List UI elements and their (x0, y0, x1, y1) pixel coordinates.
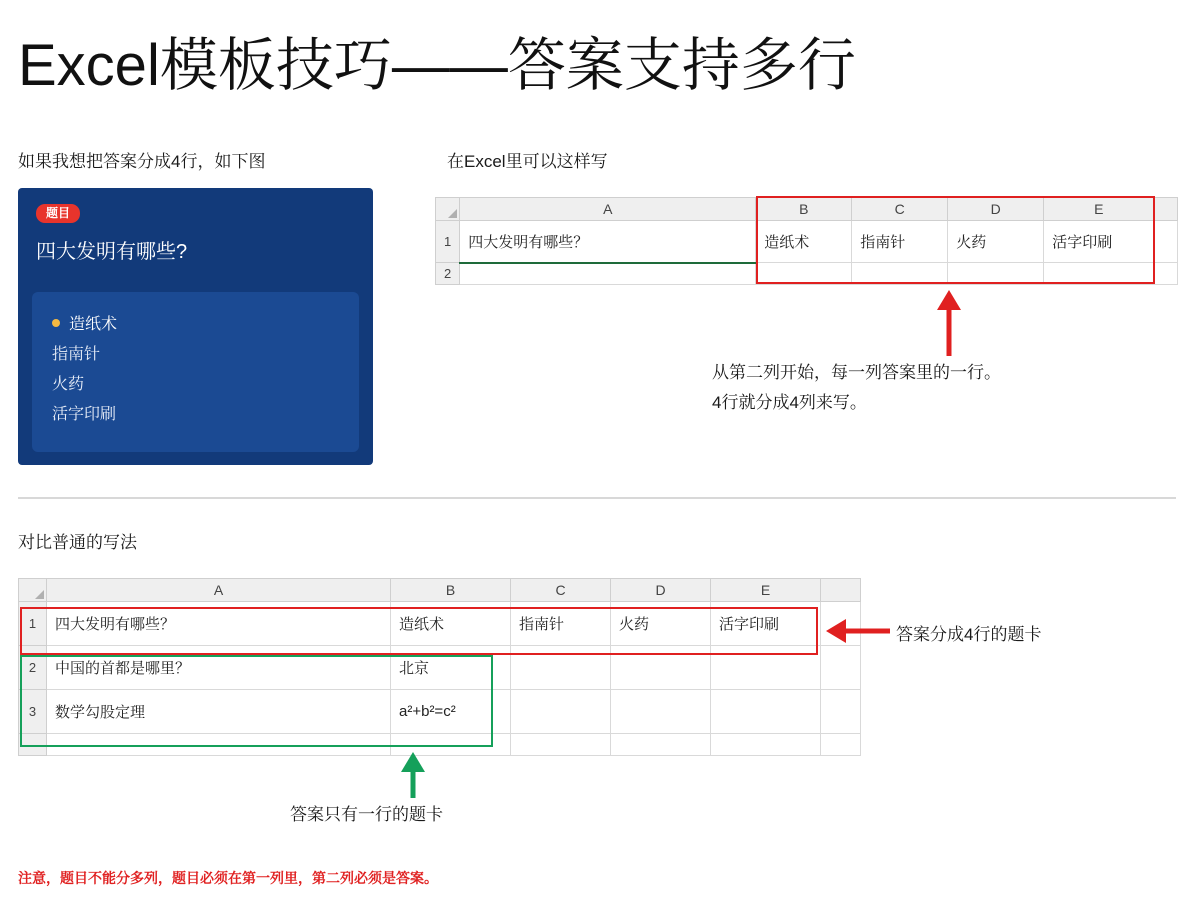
cell-f3[interactable] (821, 690, 861, 734)
annotation-singleline: 答案只有一行的题卡 (290, 805, 443, 824)
cell-e1[interactable]: 活字印刷 (711, 602, 821, 646)
column-header-b[interactable]: B (391, 579, 511, 602)
select-all-corner[interactable] (436, 198, 460, 221)
column-header-e[interactable]: E (1044, 198, 1154, 221)
column-header-row (19, 579, 861, 602)
column-header-c[interactable]: C (511, 579, 611, 602)
cell-e3[interactable] (711, 690, 821, 734)
note-right (712, 358, 1182, 418)
arrow-up-icon (400, 752, 426, 798)
list-item (52, 340, 339, 370)
cell-a3[interactable]: 数学勾股定理 (47, 690, 391, 734)
cell-d2[interactable] (948, 263, 1044, 285)
column-header-a[interactable]: A (460, 198, 756, 221)
row-header-1[interactable]: 1 (436, 221, 460, 263)
column-header-b[interactable]: B (756, 198, 852, 221)
cell-e1[interactable]: 活字印刷 (1044, 221, 1154, 263)
cell-a2[interactable]: 中国的首都是哪里？ (47, 646, 391, 690)
cell-b2[interactable] (756, 263, 852, 285)
cell-f2[interactable] (821, 646, 861, 690)
cell-b1[interactable]: 造纸术 (756, 221, 852, 263)
question-card (18, 188, 373, 465)
list-item (52, 310, 339, 340)
cell-c3[interactable] (511, 690, 611, 734)
row-header-1[interactable]: 1 (19, 602, 47, 646)
column-header-d[interactable]: D (948, 198, 1044, 221)
right-caption: 在Excel里可以这样写 (447, 152, 608, 171)
cell-b2[interactable]: 北京 (391, 646, 511, 690)
column-header-f[interactable] (821, 579, 861, 602)
card-answer-list (32, 292, 359, 452)
column-header-a[interactable]: A (47, 579, 391, 602)
column-header-f[interactable] (1154, 198, 1178, 221)
cell-d2[interactable] (611, 646, 711, 690)
cell-c2[interactable] (511, 646, 611, 690)
card-header (18, 188, 373, 264)
cell-f2[interactable] (1154, 263, 1178, 285)
bottom-spreadsheet (18, 578, 861, 756)
card-question-text: 四大发明有哪些? (36, 241, 188, 264)
cell-b3[interactable]: a²+b²=c² (391, 690, 511, 734)
table-row (19, 602, 861, 646)
note-line-1: 从第二列开始，每一列答案里的一行。 (712, 363, 1001, 382)
select-all-corner[interactable] (19, 579, 47, 602)
cell-a4[interactable] (47, 734, 391, 756)
arrow-left-icon (826, 618, 890, 644)
row-header-4[interactable] (19, 734, 47, 756)
cell-a1[interactable]: 四大发明有哪些？ (460, 221, 756, 263)
left-caption: 如果我想把答案分成4行，如下图 (18, 152, 266, 171)
row-header-2[interactable]: 2 (19, 646, 47, 690)
cell-d1[interactable]: 火药 (948, 221, 1044, 263)
section-divider (18, 497, 1176, 499)
cell-c2[interactable] (852, 263, 948, 285)
list-item (52, 400, 339, 430)
spreadsheet-table (435, 197, 1178, 285)
table-row (19, 646, 861, 690)
cell-f4[interactable] (821, 734, 861, 756)
row-header-3[interactable]: 3 (19, 690, 47, 734)
top-spreadsheet (435, 197, 1178, 285)
column-header-row (436, 198, 1178, 221)
answer-text: 造纸术 (69, 316, 118, 333)
cell-b1[interactable]: 造纸术 (391, 602, 511, 646)
table-row (436, 263, 1178, 285)
column-header-c[interactable]: C (852, 198, 948, 221)
annotation-multiline: 答案分成4行的题卡 (896, 625, 1042, 644)
answer-text: 指南针 (52, 346, 101, 363)
row-header-2[interactable]: 2 (436, 263, 460, 285)
cell-c1[interactable]: 指南针 (511, 602, 611, 646)
note-line-2: 4行就分成4列来写。 (712, 393, 867, 412)
list-item (52, 370, 339, 400)
answer-text: 活字印刷 (52, 406, 117, 423)
compare-caption: 对比普通的写法 (18, 533, 137, 552)
page-title: Excel模板技巧——答案支持多行 (18, 33, 856, 98)
spreadsheet-table (18, 578, 861, 756)
table-row (19, 734, 861, 756)
cell-e4[interactable] (711, 734, 821, 756)
cell-f1[interactable] (1154, 221, 1178, 263)
column-header-e[interactable]: E (711, 579, 821, 602)
cell-d4[interactable] (611, 734, 711, 756)
cell-e2[interactable] (711, 646, 821, 690)
table-row (436, 221, 1178, 263)
cell-c4[interactable] (511, 734, 611, 756)
cell-c1[interactable]: 指南针 (852, 221, 948, 263)
cell-e2[interactable] (1044, 263, 1154, 285)
question-badge: 题目 (36, 204, 80, 223)
arrow-up-icon (936, 290, 962, 356)
cell-a1[interactable]: 四大发明有哪些？ (47, 602, 391, 646)
cell-a2[interactable] (460, 263, 756, 285)
bullet-icon (52, 319, 60, 327)
cell-d1[interactable]: 火药 (611, 602, 711, 646)
table-row (19, 690, 861, 734)
cell-d3[interactable] (611, 690, 711, 734)
answer-text: 火药 (52, 376, 85, 393)
column-header-d[interactable]: D (611, 579, 711, 602)
footnote-warning: 注意，题目不能分多列，题目必须在第一列里，第二列必须是答案。 (18, 870, 438, 886)
